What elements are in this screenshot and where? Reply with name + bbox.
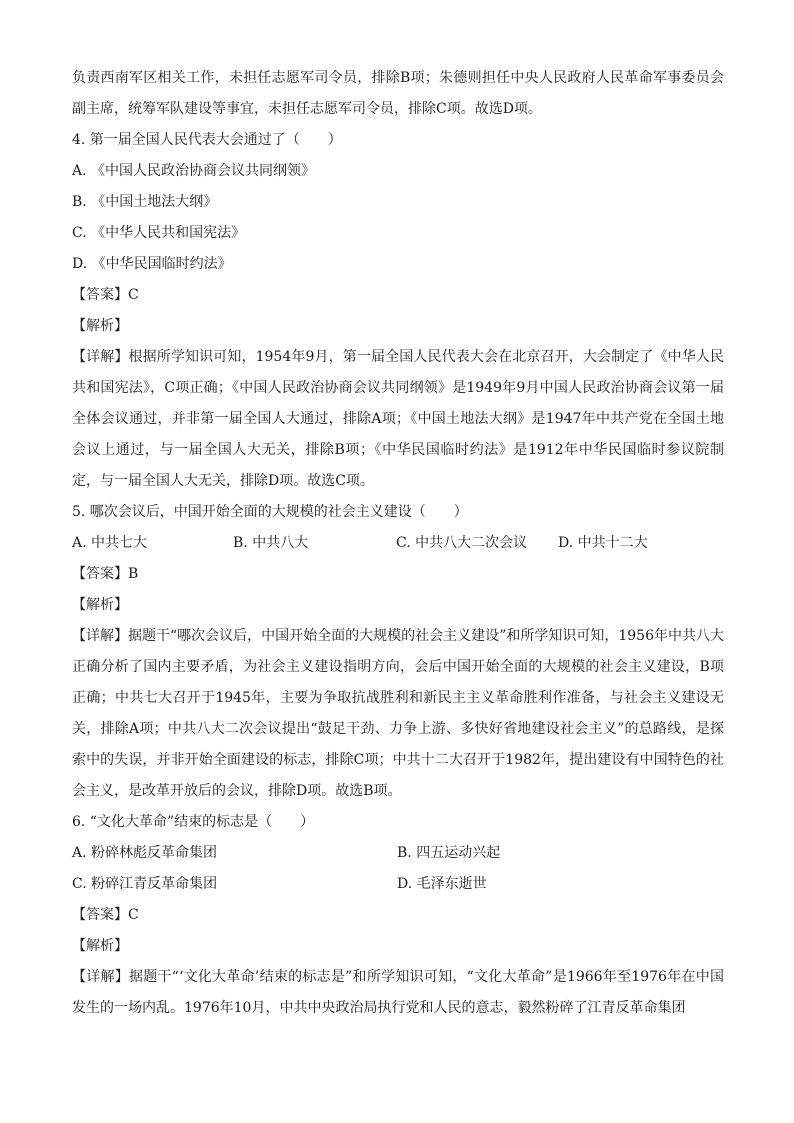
question-6-options-row-2 (72, 869, 724, 900)
question-4-option-d: D. 《中华民国临时约法》 (72, 256, 232, 272)
question-5-option-c: C. 中共八大二次会议 (396, 535, 528, 551)
question-5-analysis-label: 【解析】 (72, 597, 128, 613)
question-4-option-a: A. 《中国人民政治协商会议共同纲领》 (72, 163, 316, 179)
question-5-stem: 5. 哪次会议后，中国开始全面的大规模的社会主义建设（ ） (72, 504, 468, 520)
question-4-detail: 【详解】根据所学知识可知，1954年9月，第一届全国人民代表大会在北京召开，大会制定了《中华人民共和国宪法》，C项正确；《中国人民政治协商会议共同纲领》是1949年9月中国人民政治协商会议第一届全体会议通过，并非第一届全国人大通过，排除A项；《中国土地法大纲》是1947年中共产党在全国土地会议上通过，与一届全国人大无关，排除B项；《中华民国临时约法》是1912年中华民国临时参议院制定，与一届全国人大无关，排除D项。故选C项。 (72, 349, 724, 489)
question-4-analysis-label: 【解析】 (72, 318, 128, 334)
question-6-answer: 【答案】C (72, 907, 139, 923)
question-4-stem: 4. 第一届全国人民代表大会通过了（ ） (72, 132, 342, 148)
question-6-option-d: D. 毛泽东逝世 (397, 876, 487, 892)
document-page (72, 63, 724, 1024)
question-6-stem: 6. “文化大革命”结束的标志是（ ） (72, 814, 315, 830)
question-6-option-b: B. 四五运动兴起 (397, 845, 501, 861)
question-4-option-c: C. 《中华人民共和国宪法》 (72, 225, 246, 241)
question-5-option-d: D. 中共十二大 (558, 535, 648, 551)
question-6-analysis-label: 【解析】 (72, 938, 128, 954)
question-6-detail: 【详解】据题干“‘文化大革命’结束的标志是”和所学知识可知，“文化大革命”是1966年至1976年在中国发生的一场内乱。1976年10月，中共中央政治局执行党和人民的意志，毅然粉碎了江青反革命集团 (72, 969, 724, 1016)
question-5-option-b: B. 中共八大 (233, 535, 309, 551)
question-5-detail: 【详解】据题干“哪次会议后，中国开始全面的大规模的社会主义建设”和所学知识可知，1956年中共八大正确分析了国内主要矛盾，为社会主义建设指明方向，会后中国开始全面的大规模的社会主义建设，B项正确；中共七大召开于1945年，主要为争取抗战胜利和新民主主义革命胜利作准备，与社会主义建设无关，排除A项；中共八大二次会议提出“鼓足干劲、力争上游、多快好省地建设社会主义”的总路线，是探索中的失误，并非开始全面建设的标志，排除C项；中共十二大召开于1982年，提出建设有中国特色的社会主义，是改革开放后的会议，排除D项。故选B项。 (72, 628, 724, 799)
question-4-answer: 【答案】C (72, 287, 139, 303)
question-5-options (72, 528, 724, 559)
previous-question-explanation: 负责西南军区相关工作，未担任志愿军司令员，排除B项；朱德则担任中央人民政府人民革命军事委员会副主席，统筹军队建设等事宜，未担任志愿军司令员，排除C项。故选D项。 (72, 70, 724, 117)
question-6-options-row-1 (72, 838, 724, 869)
question-6-option-a: A. 粉碎林彪反革命集团 (72, 845, 218, 861)
question-5-option-a: A. 中共七大 (72, 535, 148, 551)
question-5-answer: 【答案】B (72, 566, 139, 582)
question-4-option-b: B. 《中国土地法大纲》 (72, 194, 218, 210)
question-6-option-c: C. 粉碎江青反革命集团 (72, 876, 218, 892)
